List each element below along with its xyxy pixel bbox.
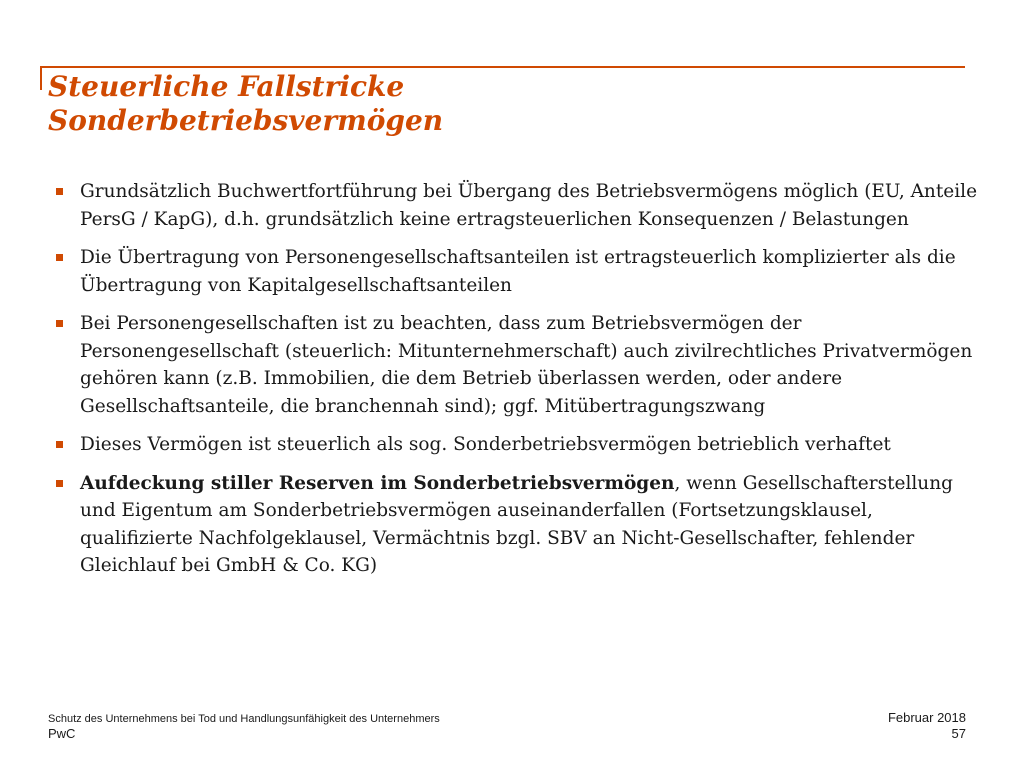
footer-company: PwC xyxy=(48,726,76,741)
bullet-item xyxy=(56,244,986,299)
square-bullet-icon xyxy=(56,320,63,327)
page-number: 57 xyxy=(951,726,966,741)
slide-title xyxy=(48,70,968,138)
bullet-item xyxy=(56,310,986,420)
bullet-item xyxy=(56,178,986,233)
title-tick-mark xyxy=(40,66,42,90)
square-bullet-icon xyxy=(56,188,63,195)
footer-date: Februar 2018 xyxy=(887,710,966,725)
square-bullet-icon xyxy=(56,254,63,261)
bullet-text: , wenn Gesellschafterstellung und Eigentum am Sonderbetriebsvermögen auseinanderfallen (Fortsetzungsklausel, qualifizierte Nachfolgeklausel, Vermächtnis bzgl. SBV an Nicht-Gesellschafter, fehlender Gleichlauf bei GmbH & Co. KG) xyxy=(80,472,953,576)
bullet-bold-text: Aufdeckung stiller Reserven im Sonderbetriebsvermögen xyxy=(80,472,675,494)
slide-title-line-2: Sonderbetriebsvermögen xyxy=(48,104,444,137)
footer-left xyxy=(48,712,440,742)
footer-right xyxy=(888,710,966,742)
bullet-item xyxy=(56,470,986,580)
square-bullet-icon xyxy=(56,441,63,448)
square-bullet-icon xyxy=(56,480,63,487)
bullet-text: Dieses Vermögen ist steuerlich als sog. Sonderbetriebsvermögen betrieblich verhaftet xyxy=(80,434,891,455)
slide-title-line-1: Steuerliche Fallstricke xyxy=(48,70,405,103)
bullet-text: Bei Personengesellschaften ist zu beachten, dass zum Betriebsvermögen der Personengesellschaft (steuerlich: Mitunternehmerschaft) auch zivilrechtliches Privatvermögen gehören kann (z.B. Immobilien, die dem Betrieb überlassen werden, oder andere Gesellschaftsanteile, die branchennah sind); ggf. Mitübertragungszwang xyxy=(80,313,973,417)
footer-subject: Schutz des Unternehmens bei Tod und Handlungsunfähigkeit des Unternehmers xyxy=(48,713,440,725)
title-rule xyxy=(40,66,965,68)
bullet-item xyxy=(56,431,986,459)
bullet-text: Die Übertragung von Personengesellschaftsanteilen ist ertragsteuerlich komplizierter als die Übertragung von Kapitalgesellschaftsanteilen xyxy=(80,247,956,296)
bullet-text: Grundsätzlich Buchwertfortführung bei Übergang des Betriebsvermögens möglich (EU, Anteile PersG / KapG), d.h. grundsätzlich keine ertragsteuerlichen Konsequenzen / Belastungen xyxy=(80,181,978,230)
bullet-list xyxy=(56,178,986,591)
